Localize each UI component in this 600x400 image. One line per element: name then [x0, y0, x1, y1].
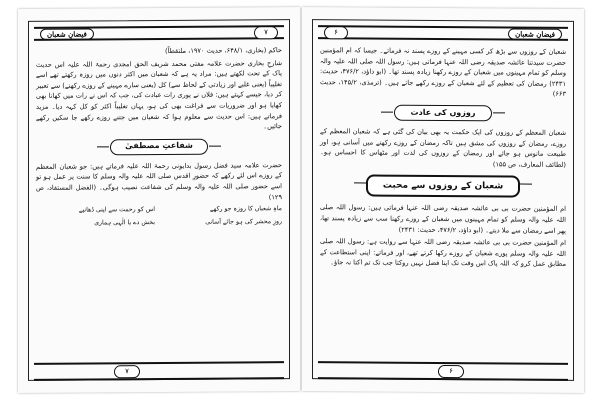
poem-line: اس کو رحمت سے اپنی ڈھانپے — [78, 206, 155, 214]
paragraph: شعبان المعظم کے روزوں کی ایک حکمت یہ بھی بیان کی گئی ہے کہ شعبان المعظم کے روزے، رمضان کے روزوں کی مشق ہیں تاکہ رمضان کے روزے رکھنے میں آسانی ہو، اور طبیعت مانوس ہو جائے اور رمضان کے روزوں کی لذت اور مٹھاس کا احساس ہو۔ (لطائف المعارف، ص ۱۵۵) — [320, 127, 566, 169]
footer-page-number: ۷ — [114, 365, 140, 378]
open-book — [18, 8, 584, 392]
page-footer — [34, 361, 284, 381]
paragraph: حاکم (بخاری، ۶۴۸/۱، حدیث ۱۹۷۰، ملتقطاً) — [165, 46, 282, 55]
poem-line: ماہِ شعباں کا روزہ جو رکھے — [210, 205, 282, 213]
page-header — [318, 25, 568, 41]
paragraph: ام المؤمنین حضرت بی بی عائشہ صدیقہ رضی اللہ عنہا سے روایت ہے: رسول اللہ صلی اللہ علیہ والہ وسلم پورے شعبان کے روزے رکھا کرتے تھے، اور فرماتے: اپنی استطاعت کے مطابق عمل کرو کہ اللہ پاک اس وقت تک اپنا فضل نہیں روکتا جب تک تم اکتا نہ جاؤ۔ — [320, 237, 566, 269]
header-page-number: ۷ — [254, 26, 278, 39]
poem — [36, 204, 282, 229]
section-title: روزوں کی عادت — [394, 105, 492, 122]
paragraph: شعبان کے روزوں سے بڑھ کر کسی مہینے کے روزے پسند نہ فرماتے۔ جیسا کہ ام المؤمنین حضرت سیدتنا عائشہ صدیقہ رضی اللہ عنہا فرماتی ہیں: رسول اللہ صلی اللہ علیہ والہ وسلم کو تمام مہینوں میں شعبان کے روزے رکھنا زیادہ پسند تھا۔ (ابو داؤد، ۴۷۶/۲، حدیث: ۲۴۳۱) رمضان کی تعظیم کے لئے شعبان کے روزے رکھے جاتے ہیں۔ (ترمذی، ۱۴۵/۲، حدیث ۶۶۳) — [320, 46, 566, 99]
footer-page-number: ۶ — [438, 364, 464, 377]
paragraph: ام المؤمنین حضرت بی بی عائشہ صدیقہ رضی اللہ عنہا فرماتی ہیں: رسول اللہ صلی اللہ علیہ والہ وسلم کو تمام مہینوں میں شعبان کے روزے رکھنا سب سے زیادہ پسند تھا، پھر اسے رمضان سے ملا دیتے۔ (ابو داؤد، ۴۷۶/۲، حدیث: ۲۴۳۱) — [320, 203, 566, 235]
poem-line: بخش دے یا الٰہی ہماری — [94, 218, 155, 227]
section-title: شعبان کے روزوں سے محبت — [366, 175, 520, 198]
page-header — [34, 25, 284, 41]
page-footer — [318, 361, 568, 381]
paragraph: شارحِ بخاری حضرت علامہ مفتی محمد شریف الحق امجدی رحمۃ اللہ علیہ اس حدیث پاک کے تحت لکھتے ہیں: مراد یہ ہے کہ شعبان میں اکثر دنوں میں روزہ رکھتے تھے اسے تغلیباً (یعنی غلبے اور زیادتی کے لحاظ سے) کل (یعنی سارے مہینے کے روزے رکھنے) سے تعبیر کر دیا، جیسے کہتے ہیں: فلاں نے پوری رات عبادت کی، جب کہ اس نے رات میں کھانا بھی کھایا ہو اور ضروریات سے فراغت بھی کی ہو، یہاں تغلیباً اکثر کو کل کہہ دیا۔ مزید فرماتے ہیں: اس حدیث سے معلوم ہوا کہ شعبان میں جتنے روزے رکھے جا سکیں رکھے جائیں۔ — [36, 58, 282, 131]
header-page-number: ۶ — [324, 26, 348, 39]
right-page — [302, 7, 584, 393]
paragraph: حضرت علامہ سید فضل رسول بدایونی رحمۃ اللہ علیہ فرماتے ہیں: جو شعبان المعظم کے روزے اس لئے رکھے کہ حضورِ اقدس صلی اللہ علیہ والہ وسلم کا سنت پر عمل ہو تو اسے حضور صلی اللہ علیہ والہ وسلم کی شفاعت نصیب ہوگی۔ (الفضل المستفاد، ص ۱۲۹) — [36, 160, 282, 201]
page-body — [320, 45, 566, 363]
header-title: فیضانِ شعبان — [508, 28, 562, 39]
section-title: شفاعتِ مصطفیٰ — [110, 138, 208, 155]
page-body — [36, 45, 282, 363]
header-title: فیضانِ شعبان — [40, 28, 94, 39]
poem-line: روزِ محشر کی ہو جائے آسانی — [205, 217, 282, 226]
left-page — [18, 7, 300, 393]
